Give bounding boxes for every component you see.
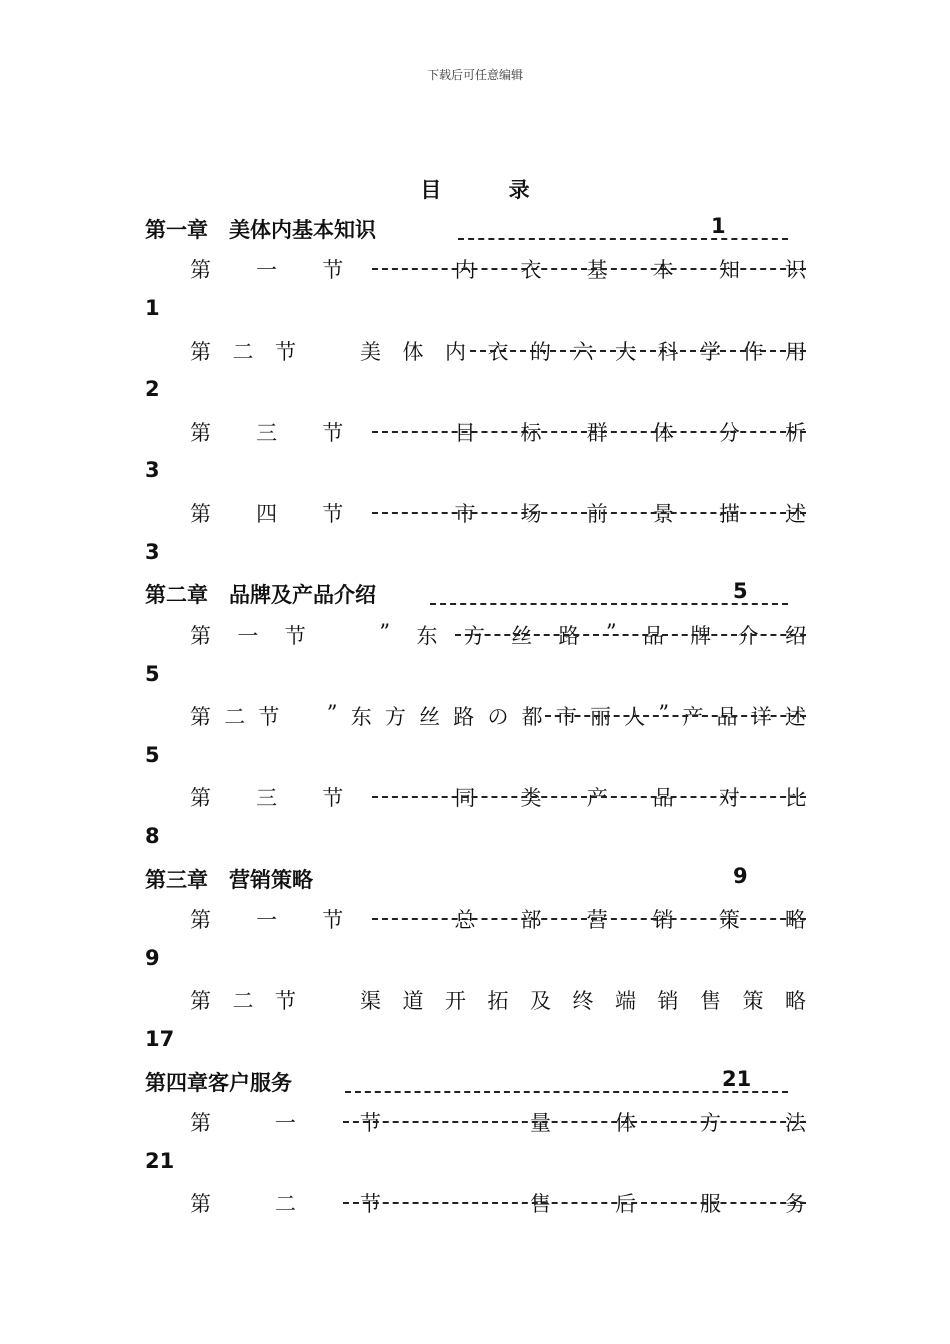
section-line: 第 三 节 同 类 产 品 对 比 [190,786,806,810]
section-page-number: 5 [145,662,160,686]
dot-leader [343,1121,806,1123]
chapter-label: 第一章 美体内基本知识 [145,218,376,242]
dot-leader [372,918,806,920]
section-page-number: 2 [145,377,160,401]
toc-section[interactable] [0,620,950,660]
section-page-number: 5 [145,743,160,767]
toc-section[interactable] [0,417,950,457]
chapter-label: 第四章客户服务 [145,1071,292,1095]
dot-leader [372,268,806,270]
section-page-number: 3 [145,458,160,482]
section-page-number: 8 [145,824,160,848]
toc-section[interactable] [0,701,950,741]
toc-section[interactable] [0,1188,950,1228]
section-page-number: 9 [145,946,160,970]
chapter-page-number: 5 [733,579,748,603]
section-line: 第 一 节 总 部 营 销 策 略 [190,908,806,932]
dot-leader [455,634,806,636]
toc-chapter-1[interactable] [0,214,950,254]
dot-leader [372,796,806,798]
chapter-page-number: 1 [711,214,726,238]
chapter-page-number: 9 [733,864,748,888]
toc-section[interactable] [0,254,950,294]
toc-chapter-2[interactable] [0,579,950,619]
chapter-label: 第二章 品牌及产品介绍 [145,583,376,607]
dot-leader [372,431,806,433]
dot-leader [430,603,788,605]
toc-section[interactable] [0,498,950,538]
dot-leader [458,238,788,240]
dot-leader [343,1202,806,1204]
section-line: 第 二 节 ” 东 方 丝 路 の 都 市 丽 人 ” 产 品 详 述 [190,701,806,729]
section-page-number: 1 [145,296,160,320]
section-line: 第 一 节 内 衣 基 本 知 识 [190,258,806,282]
page-header: 下载后可任意编辑 [426,68,523,82]
section-line: 第 二 节 美 体 内 衣 的 六 大 科 学 作 用 [190,340,806,364]
toc-section[interactable] [0,782,950,822]
section-line: 第 二 节 售 后 服 务 [190,1192,806,1216]
dot-leader [470,350,806,352]
section-page-number: 17 [145,1027,175,1051]
dot-leader [345,1091,788,1093]
section-line: 第 四 节 市 场 前 景 描 述 [190,502,806,526]
section-line: 第 一 节 ” 东 方 丝 路 ” 品 牌 介 绍 [190,620,806,648]
toc-section[interactable] [0,985,950,1025]
dot-leader [372,512,806,514]
dot-leader [545,715,806,717]
section-line: 第 一 节 量 体 方 法 [190,1111,806,1135]
toc-chapter-3[interactable] [0,864,950,904]
section-line: 第 三 节 目 标 群 体 分 析 [190,421,806,445]
toc-section[interactable] [0,904,950,944]
chapter-label: 第三章 营销策略 [145,868,313,892]
toc-title: 目 录 [420,177,560,202]
chapter-page-number: 21 [722,1067,752,1091]
section-line: 第 二 节 渠 道 开 拓 及 终 端 销 售 策 略 [190,989,806,1013]
toc-chapter-4[interactable] [0,1067,950,1107]
section-page-number: 21 [145,1149,175,1173]
toc-section[interactable] [0,1107,950,1147]
toc-section[interactable] [0,336,950,376]
section-page-number: 3 [145,540,160,564]
